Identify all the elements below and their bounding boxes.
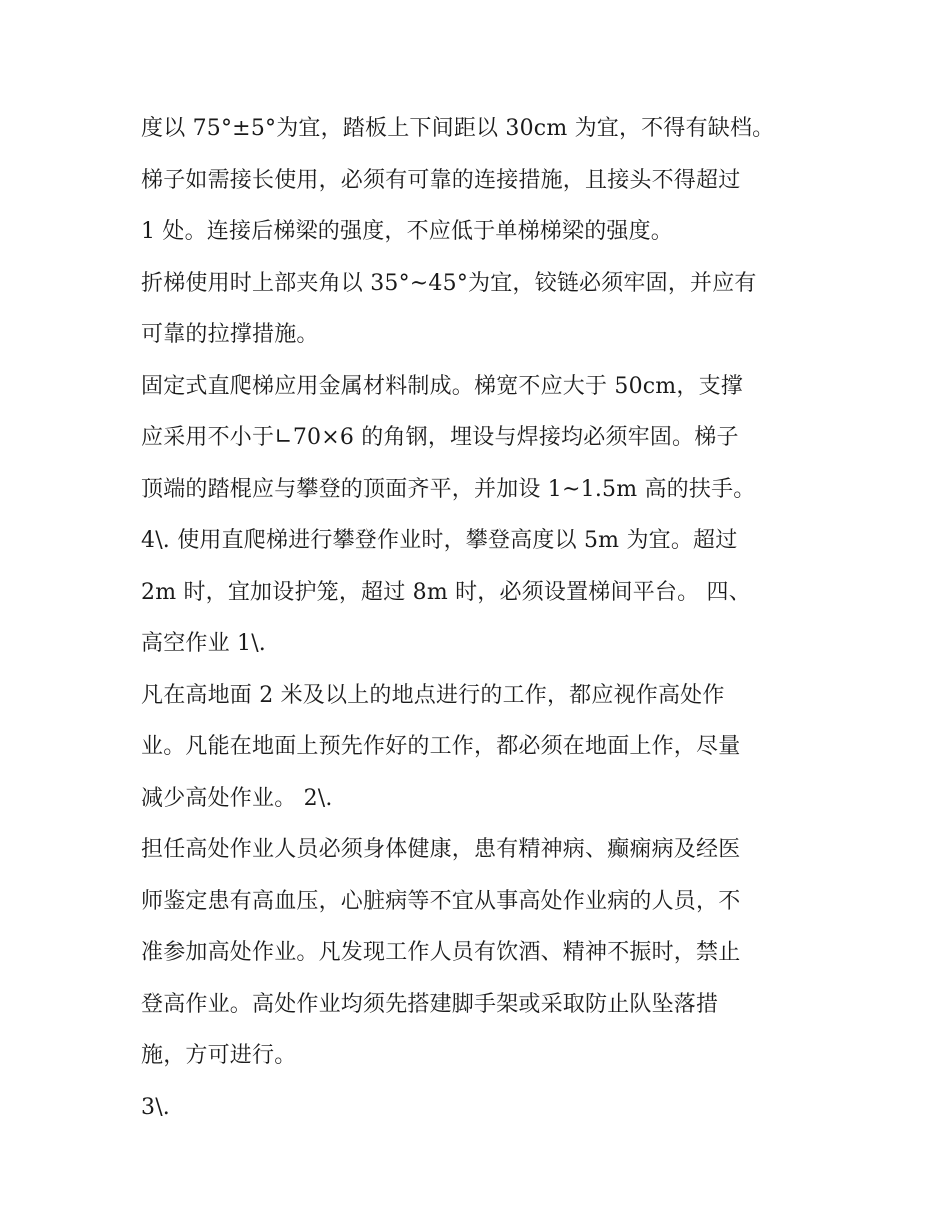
text-line: 2m 时，宜加设护笼，超过 8m 时，必须设置梯间平台。 四、 — [141, 579, 751, 605]
text-line: 准参加高处作业。凡发现工作人员有饮酒、精神不振时，禁止 — [141, 940, 741, 965]
text-line: 顶端的踏棍应与攀登的顶面齐平，并加设 1~1.5m 高的扶手。 — [141, 476, 756, 502]
text-line: 减少高处作业。 2\. — [141, 785, 333, 811]
text-line: 3\. — [141, 1094, 171, 1120]
text-line: 高空作业 1\. — [141, 631, 266, 656]
document-body — [141, 103, 821, 1133]
text-line: 担任高处作业人员必须身体健康，患有精神病、癫痫病及经医 — [141, 837, 741, 862]
text-line: 可靠的拉撑措施。 — [141, 322, 319, 347]
text-line: 施，方可进行。 — [141, 1043, 297, 1068]
text-line: 业。凡能在地面上预先作好的工作，都必须在地面上作，尽量 — [141, 734, 741, 759]
text-line: 折梯使用时上部夹角以 35°~45°为宜，铰链必须牢固，并应有 — [141, 270, 757, 296]
text-line: 1 处。连接后梯梁的强度，不应低于单梯梯梁的强度。 — [141, 219, 673, 244]
text-line: 登高作业。高处作业均须先搭建脚手架或采取防止队坠落措 — [141, 991, 719, 1017]
text-line: 度以 75°±5°为宜，踏板上下间距以 30cm 为宜，不得有缺档。 — [141, 116, 775, 141]
text-line: 师鉴定患有高血压，心脏病等不宜从事高处作业病的人员，不 — [141, 888, 741, 914]
text-line: 固定式直爬梯应用金属材料制成。梯宽不应大于 50cm，支撑 — [141, 373, 743, 399]
text-line: 应采用不小于∟70×6 的角钢，埋设与焊接均必须牢固。梯子 — [141, 425, 739, 450]
text-line: 凡在高地面 2 米及以上的地点进行的工作，都应视作高处作 — [141, 682, 725, 708]
text-line: 4\. 使用直爬梯进行攀登作业时，攀登高度以 5m 为宜。超过 — [141, 528, 738, 553]
text-line: 梯子如需接长使用，必须有可靠的连接措施，且接头不得超过 — [141, 167, 741, 193]
